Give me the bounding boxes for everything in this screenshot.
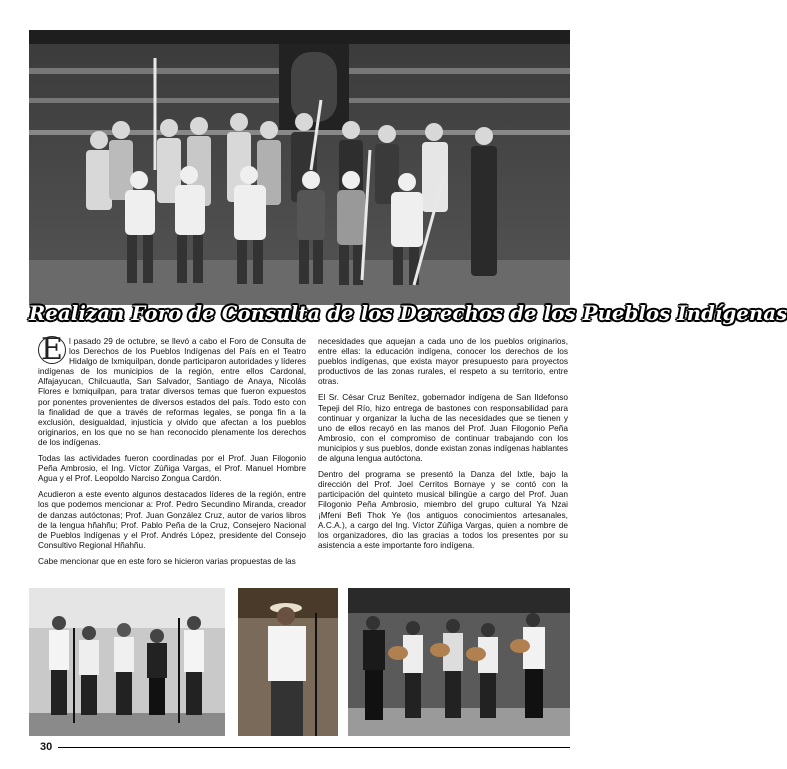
photo-singer [238,588,338,736]
paragraph-coordinators: Todas las actividades fueron coordinadas por el Prof. Juan Filogonio Peña Ambrosio, el Ing. Víctor Zúñiga Vargas, el Prof. Manuel Hombre Agua y el Prof. Leopoldo Narciso Zongua Cardón. [38,453,306,484]
photo-singer-illustration [238,588,338,736]
headline: Realizan Foro de Consulta de los Derechos de los Pueblos Indígenas [29,302,787,325]
group-photo [29,30,570,305]
paragraph-intro-text: l pasado 29 de octubre, se llevó a cabo el Foro de Consulta de los Derechos de los Pueblos Indígenas del País en el Teatro Hidalgo de Ixmiquilpan, donde participaron autoridades y líderes indígenas de los municipios de la región, entre ellos Cardonal, Alfajayucan, Chilcuautla, San Salvador, Santiago de Anaya, Nicolás Flores e Ixmiquilpan, para tratar diversos temas que fueron expuestos por ponentes provenientes de diversos estados del país. Todo esto con la finalidad de que a través de reformas legales, se ponga fin a la exclusión, desigualdad, injusticia y olvido que afectan a los pueblos originarios, en los que no se han reconocido plenamente los derechos de los indígenas. [38,336,306,447]
paragraph-program: Dentro del programa se presentó la Danza del Ixtle, bajo la dirección del Prof. Joel Cerritos Bornaye y se contó con la participación del quinteto musical bilingüe a cargo del Prof. Juan Filogonio Peña Ambrosio, miembro del grupo cultural Ya Nzai ¡Mfeni Befi Thok Ye (los antiguos conocimientos artesanales, A.C.A.), a cargo del Ing. Víctor Zúñiga Vargas, quien a nombre de los organizadores, dio las gracias a todos los presentes por su asistencia a este importante foro indígena. [318,469,568,550]
photo-speakers-illustration [29,588,225,736]
photo-musicians [348,588,570,736]
photo-speakers [29,588,225,736]
article-column-left [38,332,306,572]
paragraph-needs: necesidades que aquejan a cada uno de los pueblos originarios, entre ellas: la educación indígena, conocer los derechos de los pueblos indígenas, que exista mayor presupuesto para proyectos productivos de las zonas rurales, el respeto a su territorio, entre otras. [318,336,568,387]
article-column-right [318,336,568,556]
drop-cap: E [38,336,66,364]
page-number: 30 [40,741,53,753]
group-photo-illustration [29,30,570,305]
paragraph-staffs: El Sr. César Cruz Benítez, gobernador indígena de San Ildefonso Tepeji del Río, hizo entrega de bastones con responsabilidad para continuar y organizar la lucha de las necesidades que se tienen y uno de ellos recayó en las manos del Prof. Juan Filogonio Peña Ambrosio, con el compromiso de continuar trabajando con los municipios y sus pueblos, donde existan zonas indígenas hablantes de alguna lengua autóctona. [318,392,568,464]
paragraph-leaders: Acudieron a este evento algunos destacados líderes de la región, entre los que podemos mencionar a: Prof. Pedro Secundino Miranda, creador de danzas autóctonas; Prof. Juan González Cruz, autor de varios libros de la lengua hñahñu; Prof. Pablo Peña de la Cruz, Consejero Nacional de Pueblos Indígenas y el Prof. Andrés López, presidente del Consejo Consultivo Regional Hñahñu. [38,489,306,550]
paragraph-proposals: Cabe mencionar que en este foro se hicieron varias propuestas de las [38,555,296,566]
paragraph-intro [38,332,306,447]
photo-musicians-illustration [348,588,570,736]
footer-rule [58,747,570,748]
